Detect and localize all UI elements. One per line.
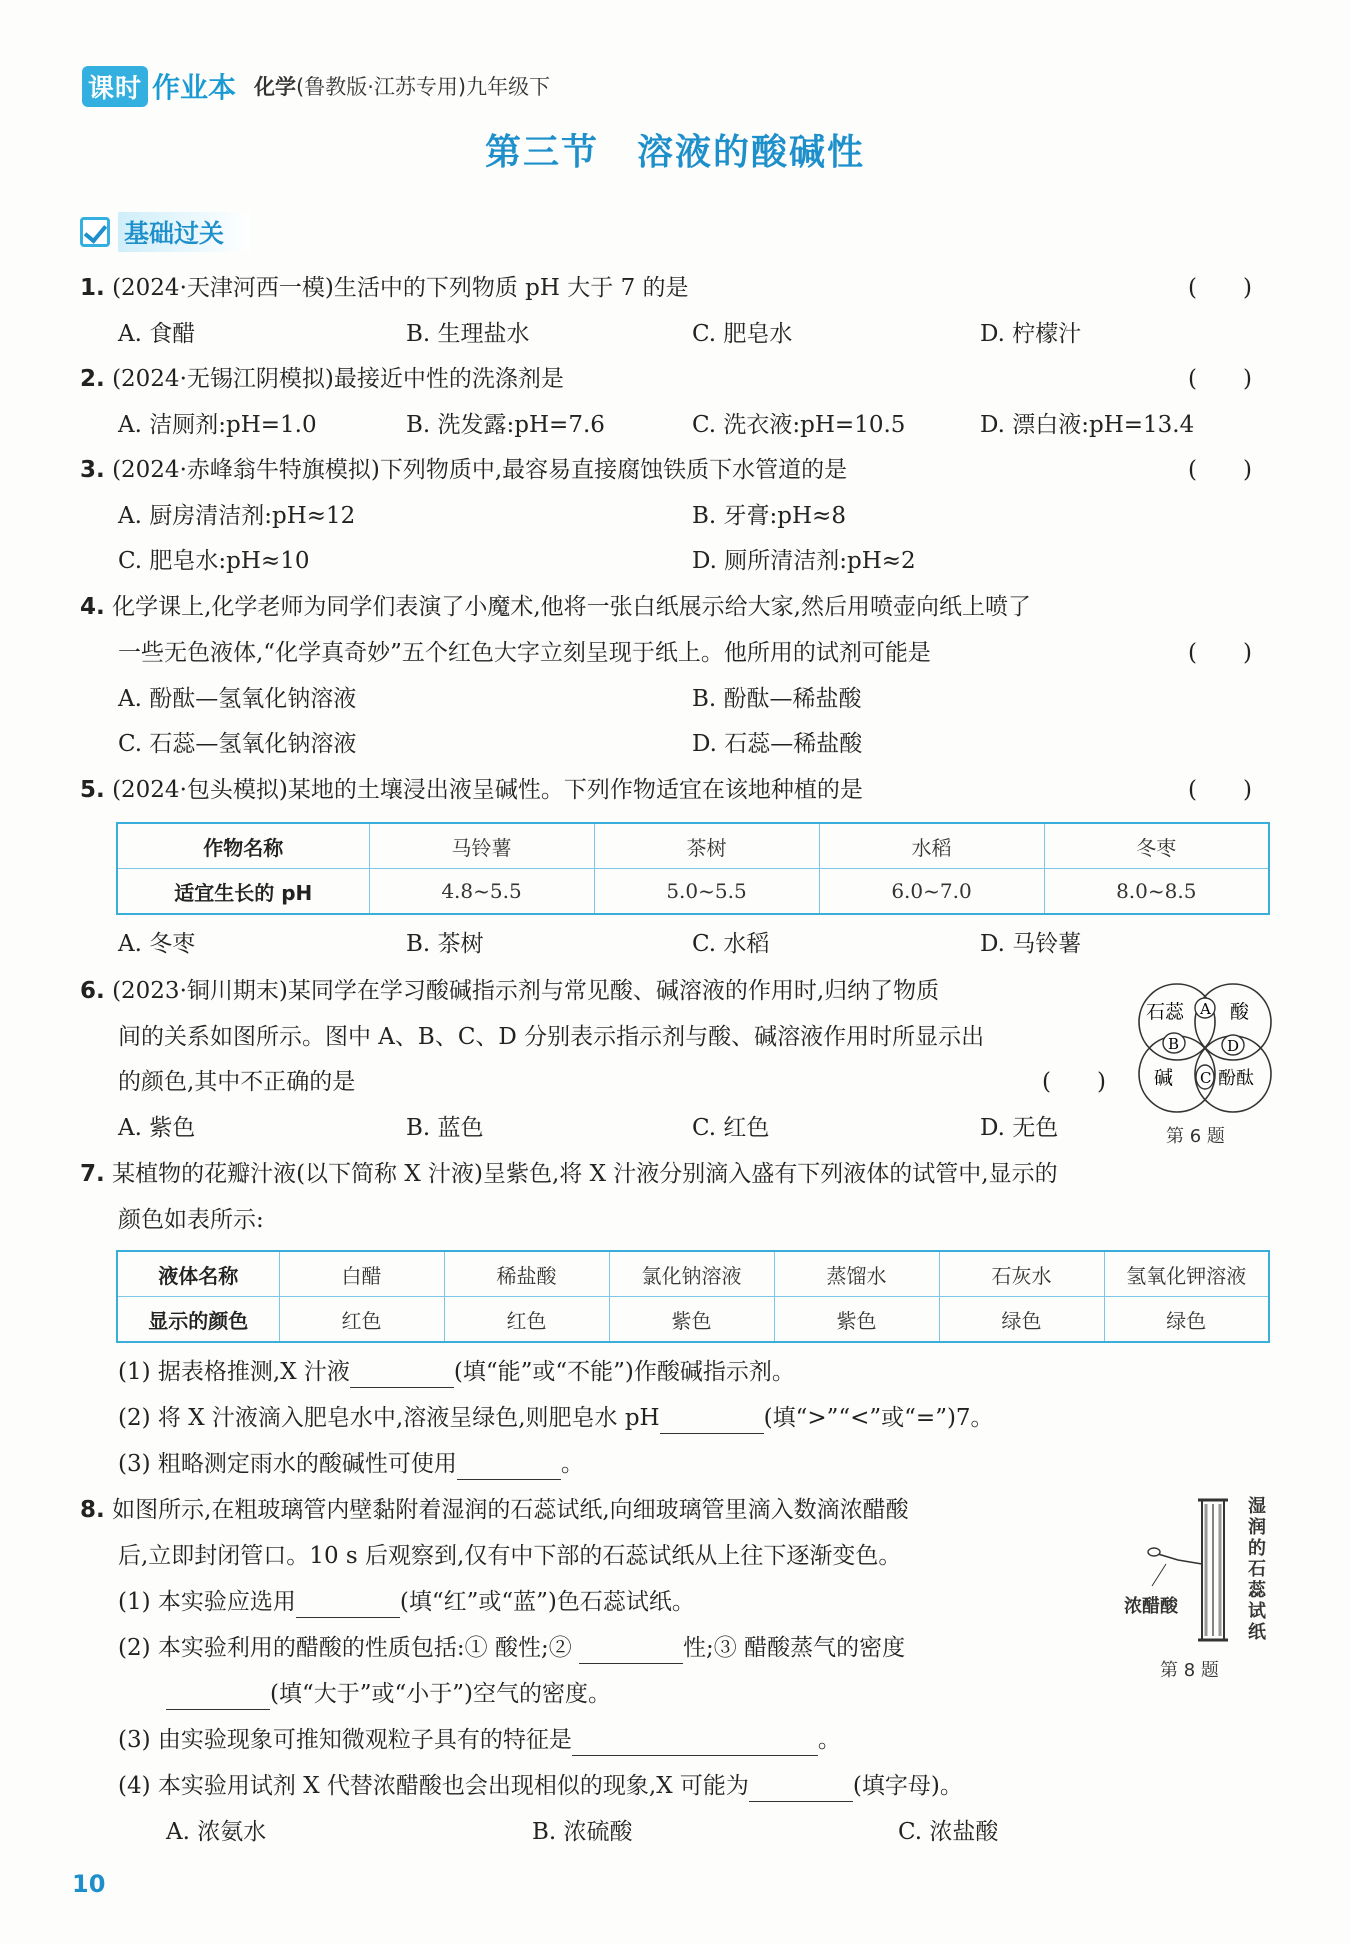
table-cell: 蒸馏水 [774,1251,939,1297]
question-5 [80,774,863,806]
table-cell: 紫色 [774,1297,939,1343]
option-d: D. 马铃薯 [980,931,1082,957]
page-title: 第三节 溶液的酸碱性 [484,132,865,173]
answer-blank[interactable] [296,1591,400,1618]
option-b: B. 酚酞—稀盐酸 [692,686,862,712]
table-cell: 马铃薯 [369,823,594,869]
option-b: B. 洗发露:pH=7.6 [406,412,605,438]
logo-text: 作业本 [152,71,237,104]
subject: 化学 [254,75,297,99]
option-c: C. 红色 [692,1115,770,1141]
label-litmus-paper: 湿润的石蕊试纸 [1248,1496,1266,1643]
subquestion-7-1 [118,1356,795,1388]
figure-caption: 第 8 题 [1160,1660,1219,1681]
question-number: 4. [80,594,105,620]
venn-diagram [1130,972,1280,1120]
option-a: A. 厨房清洁剂:pH≈12 [118,503,356,529]
answer-bracket: ( ) [1188,275,1252,301]
table-cell: 白醋 [279,1251,444,1297]
answer-blank[interactable] [350,1361,454,1388]
question-number: 6. [80,978,105,1004]
header [82,64,550,108]
option-b: B. 蓝色 [406,1115,484,1141]
prompt-text: (1) 本实验应选用 [118,1589,296,1615]
question-number: 8. [80,1497,105,1523]
prompt-text: 性;③ 醋酸蒸气的密度 [683,1635,906,1661]
prompt-text: (1) 据表格推测,X 汁液 [118,1359,350,1385]
question-text-line2: 后,立即封闭管口。10 s 后观察到,仅有中下部的石蕊试纸从上往下逐渐变色。 [118,1543,902,1569]
table-cell: 红色 [279,1297,444,1343]
option-d: D. 石蕊—稀盐酸 [692,731,863,757]
table-cell: 稀盐酸 [444,1251,609,1297]
section-label: 基础过关 [118,212,250,252]
prompt-text: (3) 由实验现象可推知微观粒子具有的特征是 [118,1727,572,1753]
venn-letter-d: D [1227,1037,1240,1055]
answer-blank[interactable] [579,1637,683,1664]
question-text-line2: 间的关系如图所示。图中 A、B、C、D 分别表示指示剂与酸、碱溶液作用时所显示出 [118,1024,985,1050]
venn-letter-a: A [1200,1000,1211,1018]
leader-line [1152,1564,1166,1586]
option-c: C. 洗衣液:pH=10.5 [692,412,906,438]
option-a: A. 浓氨水 [166,1819,267,1845]
option-c: C. 浓盐酸 [898,1819,999,1845]
section-header [80,212,250,252]
table-header: 作物名称 [117,823,369,869]
option-d: D. 漂白液:pH=13.4 [980,412,1195,438]
option-d: D. 厕所清洁剂:pH≈2 [692,548,916,574]
answer-bracket: ( ) [1188,777,1252,803]
question-text: 如图所示,在粗玻璃管内壁黏附着湿润的石蕊试纸,向细玻璃管里滴入数滴浓醋酸 [112,1497,909,1523]
table-cell: 6.0~7.0 [819,869,1044,915]
answer-blank[interactable] [457,1453,561,1480]
answer-blank[interactable] [660,1407,764,1434]
subquestion-8-1 [118,1586,695,1618]
option-b: B. 牙膏:pH≈8 [692,503,846,529]
book-subtitle [254,71,550,101]
question-1 [80,272,689,304]
page-number: 10 [72,1870,106,1898]
liquid-color-table [116,1250,1270,1343]
answer-bracket: ( ) [1042,1069,1106,1095]
answer-bracket: ( ) [1188,457,1252,483]
question-number: 5. [80,777,105,803]
checkmark-icon [80,217,110,247]
table-cell: 8.0~8.5 [1044,869,1269,915]
option-a: A. 洁厕剂:pH=1.0 [118,412,317,438]
question-text: (2024·包头模拟)某地的土壤浸出液呈碱性。下列作物适宜在该地种植的是 [112,777,863,803]
question-text-line3: 的颜色,其中不正确的是 [118,1069,356,1095]
subquestion-7-3 [118,1448,584,1480]
table-row [117,869,1269,915]
answer-blank[interactable] [572,1729,818,1756]
table-cell: 4.8~5.5 [369,869,594,915]
logo-badge: 课时 [82,66,148,107]
table-cell: 绿色 [1104,1297,1269,1343]
option-a: A. 食醋 [118,321,196,347]
question-text-line2: 颜色如表所示: [118,1207,264,1233]
question-number: 1. [80,275,105,301]
table-cell: 红色 [444,1297,609,1343]
question-number: 7. [80,1161,105,1187]
answer-bracket: ( ) [1188,366,1252,392]
table-cell: 氯化钠溶液 [609,1251,774,1297]
question-text: 某植物的花瓣汁液(以下简称 X 汁液)呈紫色,将 X 汁液分别滴入盛有下列液体的试管中,显示的 [112,1161,1058,1187]
table-cell: 绿色 [939,1297,1104,1343]
table-cell: 5.0~5.5 [594,869,819,915]
prompt-text: (填“红”或“蓝”)色石蕊试纸。 [399,1589,695,1615]
label-acetic-acid: 浓醋酸 [1124,1596,1178,1617]
subquestion-8-2 [118,1632,905,1664]
table-cell: 紫色 [609,1297,774,1343]
edition: (鲁教版·江苏专用)九年级下 [296,75,551,99]
option-c: C. 石蕊—氢氧化钠溶液 [118,731,357,757]
question-number: 3. [80,457,105,483]
question-number: 2. [80,366,105,392]
option-d: D. 柠檬汁 [980,321,1082,347]
option-a: A. 紫色 [118,1115,196,1141]
prompt-text: (2) 本实验利用的醋酸的性质包括:① 酸性;② [118,1635,572,1661]
subquestion-8-3 [118,1724,841,1756]
table-row [117,1251,1269,1297]
prompt-text: (填“大于”或“小于”)空气的密度。 [270,1681,611,1707]
option-b: B. 茶树 [406,931,484,957]
subquestion-8-2-cont [166,1678,611,1710]
question-text: (2024·天津河西一模)生活中的下列物质 pH 大于 7 的是 [112,275,689,301]
answer-blank[interactable] [749,1775,853,1802]
question-3 [80,454,847,486]
table-header: 液体名称 [117,1251,279,1297]
table-row [117,1297,1269,1343]
dropper [1158,1554,1202,1564]
option-a: A. 酚酞—氢氧化钠溶液 [118,686,357,712]
question-2 [80,363,564,395]
prompt-text: 。 [817,1727,841,1753]
question-text: 化学课上,化学老师为同学们表演了小魔术,他将一张白纸展示给大家,然后用喷壶向纸上喷了 [112,594,1031,620]
table-header: 适宜生长的 pH [117,869,369,915]
prompt-text: (填“>”“<”或“=”)7。 [763,1405,994,1431]
prompt-text: (3) 粗略测定雨水的酸碱性可使用 [118,1451,457,1477]
question-6 [80,975,939,1007]
question-text: (2024·无锡江阴模拟)最接近中性的洗涤剂是 [112,366,564,392]
table-cell: 茶树 [594,823,819,869]
option-d: D. 无色 [980,1115,1059,1141]
venn-letter-b: B [1168,1035,1180,1053]
option-c: C. 肥皂水:pH≈10 [118,548,310,574]
subquestion-8-4 [118,1770,963,1802]
table-cell: 冬枣 [1044,823,1269,869]
venn-label-shirui: 石蕊 [1146,1001,1185,1023]
option-b: B. 浓硫酸 [532,1819,633,1845]
question-7 [80,1158,1058,1190]
option-a: A. 冬枣 [118,931,196,957]
figure-caption: 第 6 题 [1166,1126,1225,1147]
prompt-text: (4) 本实验用试剂 X 代替浓醋酸也会出现相似的现象,X 可能为 [118,1773,749,1799]
crop-ph-table [116,822,1270,915]
venn-label-fentai: 酚酞 [1218,1068,1254,1089]
dropper-bulb [1148,1548,1160,1556]
venn-label-jian: 碱 [1154,1067,1174,1089]
answer-bracket: ( ) [1188,640,1252,666]
option-b: B. 生理盐水 [406,321,530,347]
question-4 [80,591,1031,623]
prompt-text: 。 [560,1451,584,1477]
venn-letter-c: C [1200,1069,1212,1087]
answer-blank[interactable] [166,1683,270,1710]
table-row [117,823,1269,869]
prompt-text: (2) 将 X 汁液滴入肥皂水中,溶液呈绿色,则肥皂水 pH [118,1405,660,1431]
table-cell: 氢氧化钾溶液 [1104,1251,1269,1297]
table-header: 显示的颜色 [117,1297,279,1343]
question-text: (2023·铜川期末)某同学在学习酸碱指示剂与常见酸、碱溶液的作用时,归纳了物质 [112,978,940,1004]
option-c: C. 水稻 [692,931,770,957]
question-text-line2: 一些无色液体,“化学真奇妙”五个红色大字立刻呈现于纸上。他所用的试剂可能是 [118,640,931,666]
venn-label-suan: 酸 [1230,1001,1250,1023]
question-text: (2024·赤峰翁牛特旗模拟)下列物质中,最容易直接腐蚀铁质下水管道的是 [112,457,848,483]
table-cell: 石灰水 [939,1251,1104,1297]
table-cell: 水稻 [819,823,1044,869]
prompt-text: (填“能”或“不能”)作酸碱指示剂。 [453,1359,795,1385]
subquestion-7-2 [118,1402,994,1434]
prompt-text: (填字母)。 [852,1773,963,1799]
option-c: C. 肥皂水 [692,321,793,347]
question-8 [80,1494,909,1526]
